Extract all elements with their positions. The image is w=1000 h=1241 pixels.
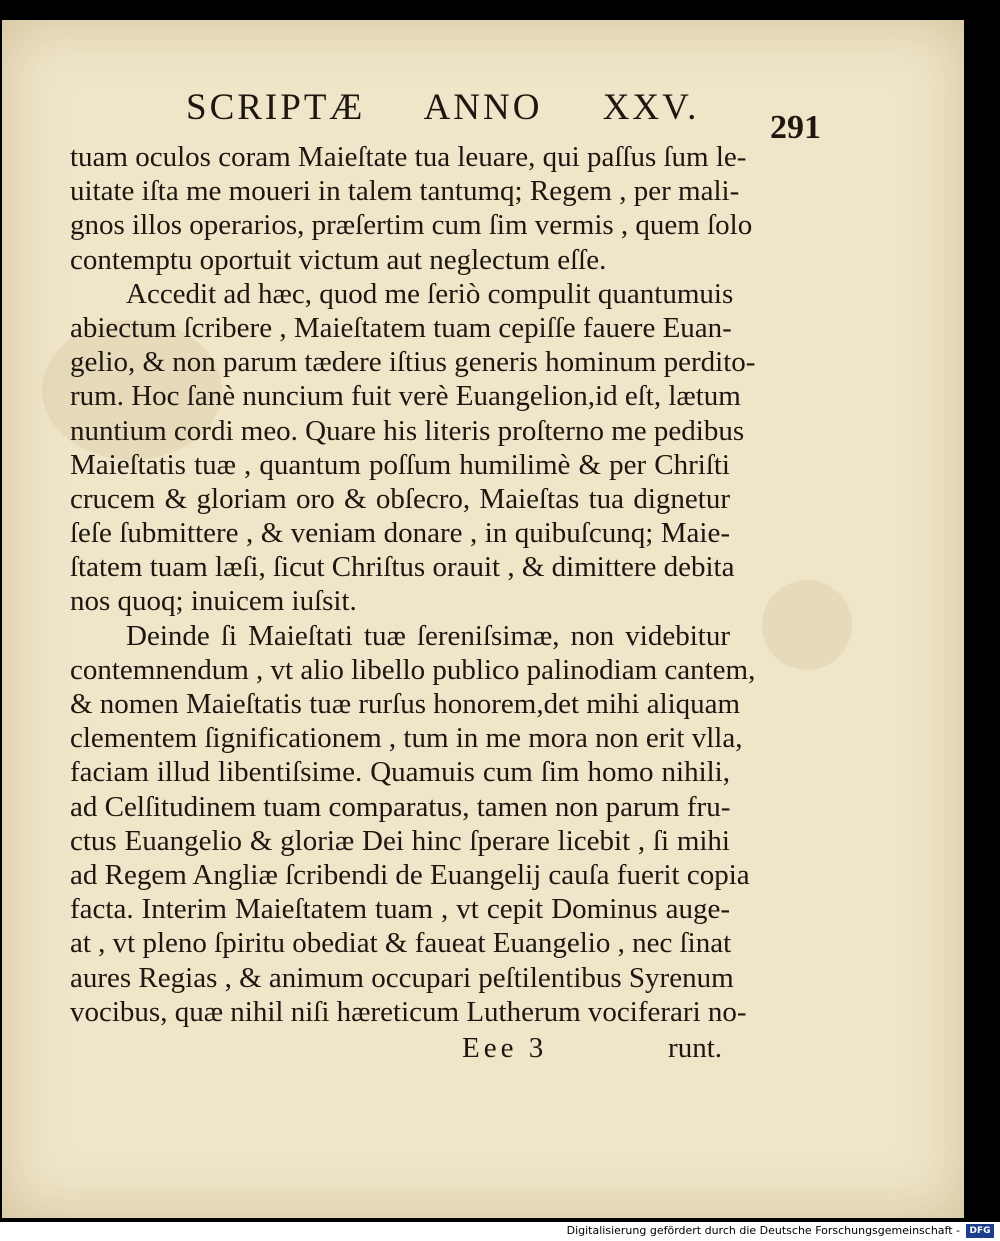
text-line: clementem ſignificationem , tum in me mora non erit vlla, — [70, 722, 743, 755]
text-line: & nomen Maieſtatis tuæ rurſus honorem,det mihi aliquam — [70, 688, 741, 720]
text-line: abiectum ſcribere , Maieſtatem tuam cepiſſe fauere Euan- — [70, 311, 732, 344]
funding-credit: Digitalisierung gefördert durch die Deutsche Forschungsgemeinschaft - — [566, 1224, 960, 1237]
text-line: Maieſtatis tuæ , quantum poſſum humilimè & per Chriſti — [70, 448, 730, 481]
text-line: facta. Interim Maieſtatem tuam , vt cepit Dominus auge- — [70, 893, 730, 926]
text-line: contemnendum , vt alio libello publico palinodiam cantem, — [70, 653, 756, 686]
text-line: tuam oculos coram Maieſtate tua leuare, qui paſſus ſum le- — [70, 141, 747, 173]
dfg-logo-icon: DFG — [966, 1224, 994, 1238]
text-line: contemptu oportuit victum aut neglectum eſſe. — [70, 243, 607, 276]
text-line: aures Regias , & animum occupari peſtilentibus Syrenum — [70, 961, 734, 994]
running-head-word: XXV. — [602, 87, 700, 128]
running-head-word: ANNO — [423, 87, 543, 128]
paper-stain — [762, 580, 852, 670]
text-line: nuntium cordi meo. Quare his literis proſterno me pedibus — [70, 414, 745, 447]
catchword: runt. — [668, 1032, 722, 1064]
running-head-word: SCRIPTÆ — [186, 87, 366, 128]
text-line: Deinde ſi Maieſtati tuæ ſereniſsimæ, non videbitur — [126, 619, 730, 652]
text-line: Accedit ad hæc, quod me ſeriò compulit quantumuis — [126, 277, 734, 310]
text-line: uitate iſta me moueri in talem tantumq; Regem , per mali- — [70, 175, 740, 208]
text-line: ſeſe ſubmittere , & veniam donare , in quibuſcunq; Maie- — [70, 517, 730, 550]
running-head — [186, 86, 699, 129]
text-line: ad Celſitudinem tuam comparatus, tamen non parum fru- — [70, 790, 731, 823]
text-line: ſtatem tuam læſi, ſicut Chriſtus orauit , & dimittere debita — [70, 551, 735, 584]
text-line: at , vt pleno ſpiritu obediat & faueat Euangelio , nec ſinat — [70, 927, 732, 960]
text-line: nos quoq; inuicem iuſsit. — [70, 585, 357, 618]
signature-mark: Eee 3 — [462, 1032, 548, 1064]
text-line: gelio, & non parum tædere iſtius generis hominum perdito- — [70, 346, 756, 379]
body-text — [70, 140, 756, 1029]
digitization-footer — [0, 1222, 1000, 1241]
page-number: 291 — [770, 109, 821, 146]
text-line: rum. Hoc ſanè nuncium fuit verè Euangelion,id eſt, lætum — [70, 380, 741, 413]
text-line: gnos illos operarios, præſertim cum ſim vermis , quem ſolo — [70, 209, 753, 242]
text-line: vocibus, quæ nihil niſi hæreticum Lutherum vociferari no- — [70, 995, 747, 1028]
text-line: ad Regem Angliæ ſcribendi de Euangelij cauſa fuerit copia — [70, 858, 750, 891]
text-line: crucem & gloriam oro & obſecro, Maieſtas tua dignetur — [70, 482, 730, 515]
text-line: faciam illud libentiſsime. Quamuis cum ſim homo nihili, — [70, 756, 730, 789]
book-page — [2, 20, 964, 1218]
page-foot — [70, 1032, 730, 1072]
text-line: ctus Euangelio & gloriæ Dei hinc ſperare licebit , ſi mihi — [70, 824, 730, 857]
